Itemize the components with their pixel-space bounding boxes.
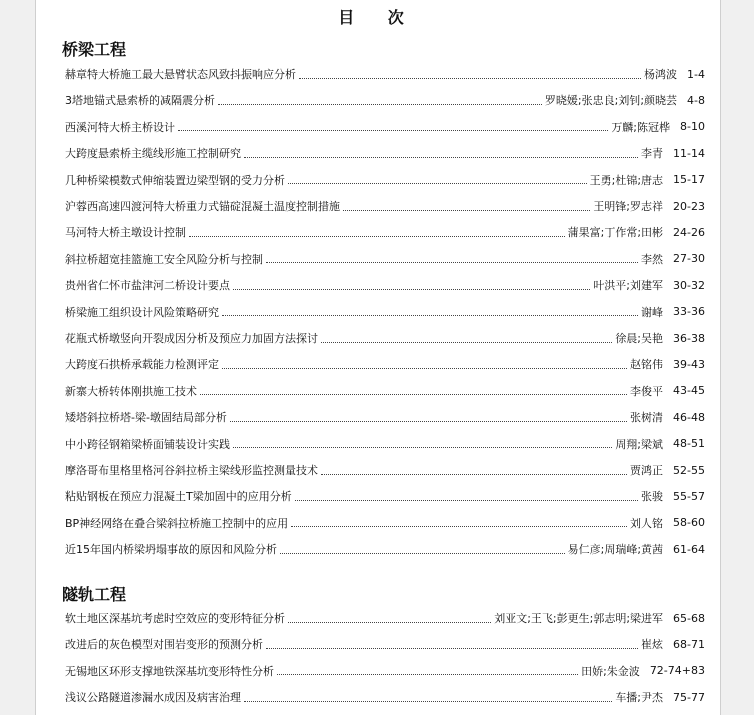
entry-title: 无锡地区环形支撑地铁深基坑变形特性分析 (65, 664, 274, 678)
entry-title: BP神经网络在叠合梁斜拉桥施工控制中的应用 (65, 516, 289, 530)
entry-pages: 52-55 (673, 463, 705, 477)
entry-title: 软土地区深基坑考虑时空效应的变形特征分析 (65, 612, 285, 625)
toc-entry[interactable] (65, 687, 705, 707)
dot-leader (244, 157, 638, 158)
toc-entry[interactable] (65, 434, 705, 454)
entry-pages: 15-17 (673, 173, 705, 187)
entry-pages: 30-32 (673, 278, 705, 292)
dot-leader (280, 553, 565, 554)
entry-title: 赫章特大桥施工最大悬臂状态风致抖振响应分析 (65, 68, 296, 81)
entry-title: 矮塔斜拉桥塔-梁-墩固结局部分析 (65, 411, 227, 425)
dot-leader (321, 342, 612, 343)
entry-title: 改进后的灰色模型对围岩变形的预测分析 (65, 638, 263, 652)
entry-title: 新寨大桥转体刚拱施工技术 (65, 384, 197, 398)
entry-authors: 田娇;朱金波 (581, 664, 640, 678)
entry-pages: 75-77 (673, 690, 705, 704)
entry-authors: 叶洪平;刘建军 (593, 279, 664, 293)
entry-authors: 赵铭伟 (630, 358, 664, 372)
entry-authors: 刘亚文;王飞;彭更生;郭志明;梁进军 (494, 612, 664, 625)
toc-entry[interactable] (65, 64, 705, 84)
dot-leader (230, 421, 627, 422)
entry-authors: 万麟;陈冠桦 (611, 120, 671, 134)
entry-authors: 谢峰 (641, 305, 664, 319)
dot-leader (222, 315, 638, 316)
dot-leader (200, 394, 627, 395)
entry-pages: 61-64 (673, 542, 705, 556)
dot-leader (266, 648, 638, 649)
toc-entry[interactable] (65, 249, 705, 269)
dot-leader (288, 183, 587, 184)
toc-entry[interactable] (65, 170, 705, 190)
entry-authors: 王勇;杜锦;唐志 (589, 173, 664, 187)
toc-entry[interactable] (65, 407, 705, 427)
entry-title: 大跨度石拱桥承载能力检测评定 (65, 358, 219, 372)
entry-authors: 张树清 (630, 411, 664, 425)
entry-title: 西溪河特大桥主桥设计 (65, 120, 175, 134)
entry-pages: 36-38 (673, 331, 705, 345)
dot-leader (233, 447, 612, 448)
entry-authors: 周翔;梁斌 (615, 437, 664, 451)
entry-title: 近15年国内桥梁坍塌事故的原因和风险分析 (65, 543, 277, 557)
entry-title: 几种桥梁模数式伸缩装置边梁型钢的受力分析 (65, 173, 285, 187)
entry-title: 摩洛哥布里格里格河谷斜拉桥主梁线形监控测量技术 (65, 464, 318, 477)
dot-leader (277, 674, 578, 675)
toc-entry[interactable] (65, 608, 705, 628)
entry-pages: 65-68 (673, 611, 705, 625)
entry-authors: 刘人铭 (630, 516, 664, 530)
entry-pages: 43-45 (673, 384, 705, 398)
section-heading-bridge: 桥梁工程 (62, 40, 127, 59)
dot-leader (299, 78, 641, 79)
entry-authors: 蒲果富;丁作常;田彬 (567, 226, 664, 240)
entry-title: 贵州省仁怀市盐津河二桥设计要点 (65, 279, 230, 293)
entry-title: 马河特大桥主墩设计控制 (65, 226, 186, 240)
entry-authors: 易仁彦;周瑞峰;黄茜 (567, 543, 664, 557)
entry-title: 桥梁施工组织设计风险策略研究 (65, 305, 219, 319)
toc-entry[interactable] (65, 661, 705, 681)
entry-authors: 张骏 (641, 490, 664, 504)
entry-authors: 王明锋;罗志祥 (593, 200, 664, 213)
toc-entry[interactable] (65, 539, 705, 559)
toc-entry[interactable] (65, 486, 705, 506)
entry-authors: 杨鸿波 (644, 68, 678, 81)
entry-authors: 李然 (641, 252, 664, 266)
toc-entry[interactable] (65, 222, 705, 242)
toc-entry[interactable] (65, 354, 705, 374)
entry-title: 大跨度悬索桥主缆线形施工控制研究 (65, 147, 241, 161)
entry-authors: 车播;尹杰 (615, 691, 664, 705)
entry-pages: 46-48 (673, 410, 705, 424)
dot-leader (233, 289, 590, 290)
entry-title: 斜拉桥超宽挂篮施工安全风险分析与控制 (65, 252, 263, 266)
toc-entry[interactable] (65, 634, 705, 654)
dot-leader (189, 236, 565, 237)
entry-pages: 39-43 (673, 357, 705, 371)
toc-entry[interactable] (65, 381, 705, 401)
entry-pages: 4-8 (687, 93, 705, 107)
toc-entry[interactable] (65, 117, 705, 137)
dot-leader (178, 130, 608, 131)
toc-entry[interactable] (65, 302, 705, 322)
entry-pages: 48-51 (673, 437, 705, 451)
toc-entry[interactable] (65, 460, 705, 480)
entry-title: 中小跨径钢箱梁桥面铺装设计实践 (65, 437, 230, 451)
dot-leader (222, 368, 627, 369)
entry-title: 沪蓉西高速四渡河特大桥重力式锚碇混凝土温度控制措施 (65, 200, 340, 213)
entry-title: 粘贴钢板在预应力混凝土T梁加固中的应用分析 (65, 490, 292, 504)
document-page (35, 0, 721, 715)
dot-leader (295, 500, 638, 501)
toc-entry[interactable] (65, 90, 705, 110)
entry-pages: 72-74+83 (649, 664, 705, 678)
entry-title: 浅议公路隧道渗漏水成因及病害治理 (65, 691, 241, 705)
entry-authors: 贾鸿正 (630, 464, 664, 477)
entry-pages: 27-30 (673, 252, 705, 266)
dot-leader (321, 474, 627, 475)
entry-pages: 24-26 (673, 225, 705, 239)
entry-title: 花瓶式桥墩竖向开裂成因分析及预应力加固方法探讨 (65, 332, 318, 345)
toc-title: 目 次 (338, 8, 418, 27)
entry-authors: 罗晓媛;张忠良;刘钊;颜晓芸 (544, 94, 678, 108)
entry-pages: 8-10 (680, 120, 705, 134)
entry-pages: 68-71 (673, 637, 705, 651)
toc-entry[interactable] (65, 328, 705, 348)
entry-authors: 崔炫 (641, 638, 664, 652)
section-heading-tunnel: 隧轨工程 (62, 585, 127, 604)
dot-leader (244, 701, 612, 702)
entry-title: 3塔地锚式悬索桥的减隔震分析 (65, 94, 215, 108)
entry-pages: 1-4 (687, 67, 705, 81)
entry-pages: 58-60 (673, 516, 705, 530)
dot-leader (288, 622, 491, 623)
entry-pages: 33-36 (673, 305, 705, 319)
dot-leader (291, 526, 627, 527)
toc-entry[interactable] (65, 196, 705, 216)
entry-authors: 徐晨;吴艳 (615, 332, 664, 345)
dot-leader (343, 210, 590, 211)
toc-entry[interactable] (65, 513, 705, 533)
toc-entry[interactable] (65, 143, 705, 163)
entry-pages: 55-57 (673, 489, 705, 503)
entry-authors: 李青 (641, 147, 664, 161)
entry-pages: 20-23 (673, 199, 705, 213)
dot-leader (218, 104, 542, 105)
entry-authors: 李俊平 (630, 384, 664, 398)
dot-leader (266, 262, 638, 263)
toc-entry[interactable] (65, 275, 705, 295)
entry-pages: 11-14 (673, 146, 705, 160)
